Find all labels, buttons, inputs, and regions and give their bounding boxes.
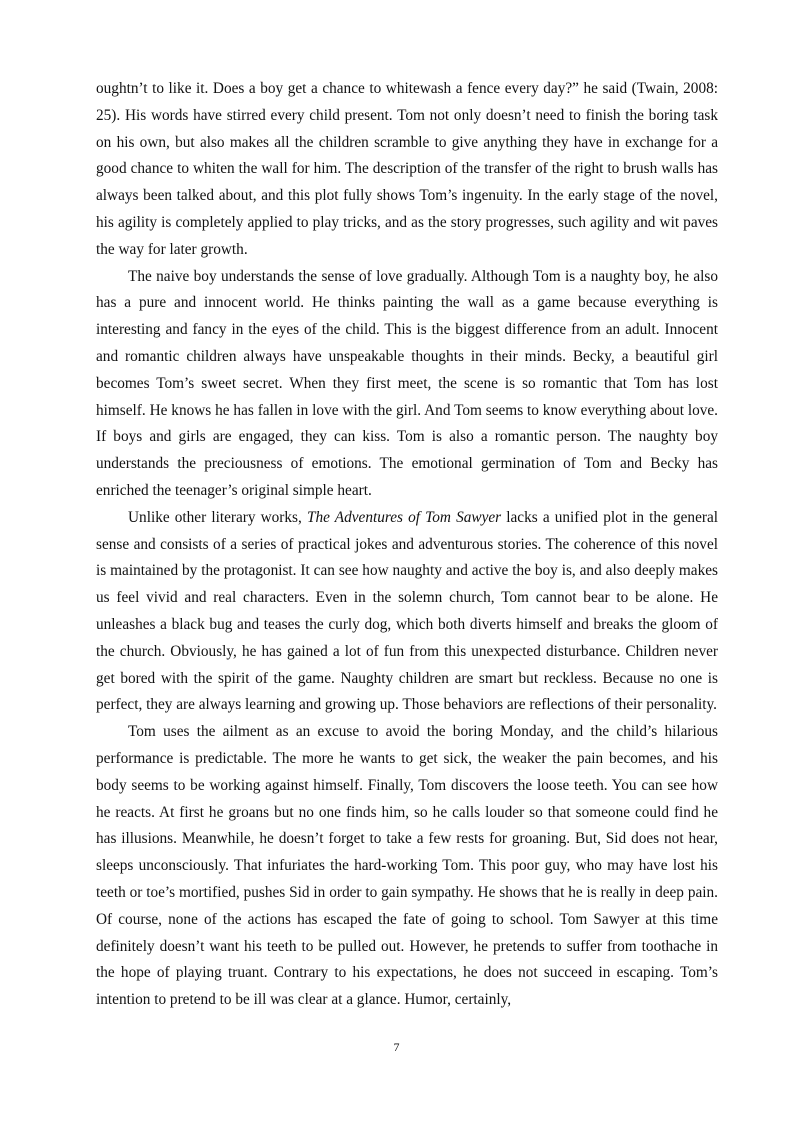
paragraph-text: Unlike other literary works, <box>128 508 307 526</box>
page-number: 7 <box>393 1040 400 1054</box>
paragraph-text: oughtn’t to like it. Does a boy get a chance to whitewash a fence every day?” he said (Twain, 2008: 25). His words have stirred every child present. Tom not only doesn’t need to finish the boring task on his own, but also makes all the children scramble to give anything they have in exchange for a good chance to whiten the wall for him. The description of the transfer of the right to brush walls has always been talked about, and this plot fully shows Tom’s ingenuity. In the early stage of the novel, his agility is completely applied to play tricks, and as the story progresses, such agility and wit paves the way for later growth. <box>96 80 718 258</box>
body-paragraph <box>96 264 718 505</box>
book-title-italic: The Adventures of Tom Sawyer <box>306 508 502 526</box>
paragraph-text: Tom uses the ailment as an excuse to avoid the boring Monday, and the child’s hilarious performance is predictable. The more he wants to get sick, the weaker the pain becomes, and his body seems to be working against himself. Finally, Tom discovers the loose teeth. You can see how he reacts. At first he groans but no one finds him, so he calls louder so that someone could find he has illusions. Meanwhile, he doesn’t forget to take a few rests for groaning. But, Sid does not hear, sleeps unconsciously. That infuriates the hard-working Tom. This poor guy, who may have lost his teeth or toe’s mortified, pushes Sid in order to gain sympathy. He shows that he is really in deep pain. Of course, none of the actions has escaped the fate of going to school. Tom Sawyer at this time definitely doesn’t want his teeth to be pulled out. However, he pretends to suffer from toothache in the hope of playing truant. Contrary to his expectations, he does not succeed in escaping. Tom’s intention to pretend to be ill was clear at a glance. Humor, certainly, <box>96 723 718 1009</box>
body-paragraph <box>96 719 718 1014</box>
body-paragraph <box>96 505 718 719</box>
page-body <box>96 76 718 1014</box>
paragraph-text: lacks a unified plot in the general sense and consists of a series of practical jokes and adventurous stories. The coherence of this novel is maintained by the protagonist. It can see how naughty and active the boy is, and also deeply makes us feel vivid and real characters. Even in the solemn church, Tom cannot bear to be alone. He unleashes a black bug and teases the curly dog, which both diverts himself and breaks the gloom of the church. Obviously, he has gained a lot of fun from this unexpected disturbance. Children never get bored with the spirit of the game. Naughty children are smart but reckless. Because no one is perfect, they are always learning and growing up. Those behaviors are reflections of their personality. <box>96 508 718 714</box>
body-paragraph <box>96 76 718 264</box>
paragraph-text: The naive boy understands the sense of love gradually. Although Tom is a naughty boy, he also has a pure and innocent world. He thinks painting the wall as a game because everything is interesting and fancy in the eyes of the child. This is the biggest difference from an adult. Innocent and romantic children always have unspeakable thoughts in their minds. Becky, a beautiful girl becomes Tom’s sweet secret. When they first meet, the scene is so romantic that Tom has lost himself. He knows he has fallen in love with the girl. And Tom seems to know everything about love. If boys and girls are engaged, they can kiss. Tom is also a romantic person. The naughty boy understands the preciousness of emotions. The emotional germination of Tom and Becky has enriched the teenager’s original simple heart. <box>96 267 718 499</box>
